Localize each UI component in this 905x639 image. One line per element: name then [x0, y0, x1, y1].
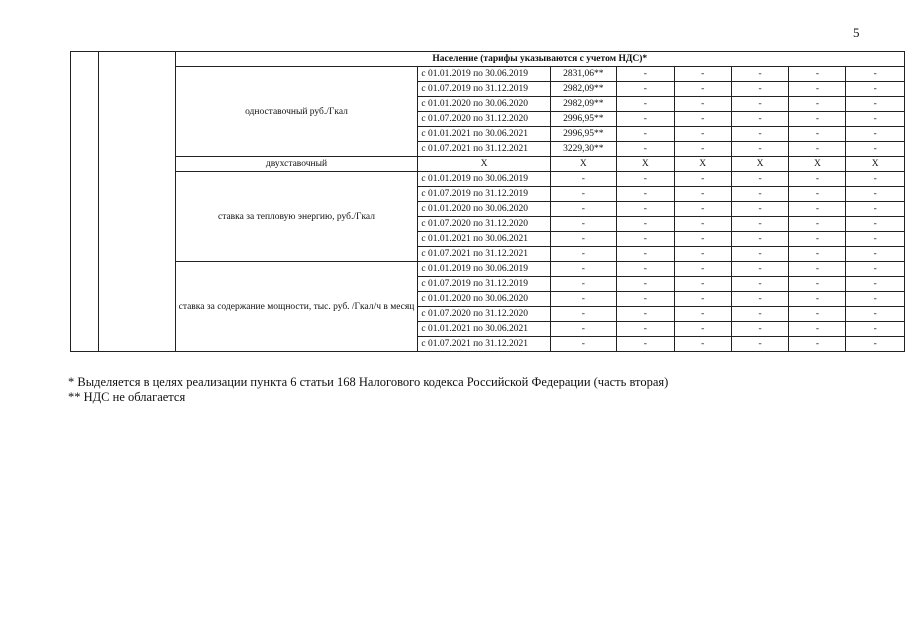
dash-cell: -: [731, 337, 789, 352]
dash-cell: -: [846, 97, 905, 112]
dash-cell: -: [731, 67, 789, 82]
dash-cell: -: [731, 247, 789, 262]
tariff-table-body: [71, 52, 905, 352]
x-cell: Х: [550, 157, 616, 172]
dash-cell: -: [789, 307, 846, 322]
dash-cell: -: [731, 127, 789, 142]
dash-cell: -: [617, 322, 675, 337]
dash-cell: -: [731, 307, 789, 322]
tariff-value-cell: -: [550, 232, 616, 247]
table-row: [71, 262, 905, 277]
dash-cell: -: [674, 307, 731, 322]
dash-cell: -: [789, 292, 846, 307]
dash-cell: -: [789, 127, 846, 142]
dash-cell: -: [617, 187, 675, 202]
dash-cell: -: [789, 112, 846, 127]
dash-cell: -: [846, 247, 905, 262]
dash-cell: -: [617, 337, 675, 352]
tariff-value-cell: -: [550, 322, 616, 337]
dash-cell: -: [846, 172, 905, 187]
dash-cell: -: [731, 82, 789, 97]
dash-cell: -: [674, 262, 731, 277]
tariff-value-cell: 2996,95**: [550, 127, 616, 142]
period-cell: с 01.01.2019 по 30.06.2019: [418, 67, 550, 82]
dash-cell: -: [617, 247, 675, 262]
dash-cell: -: [674, 112, 731, 127]
dash-cell: -: [731, 202, 789, 217]
tariff-value-cell: 2982,09**: [550, 82, 616, 97]
tariff-value-cell: -: [550, 187, 616, 202]
period-cell: с 01.07.2021 по 31.12.2021: [418, 142, 550, 157]
dash-cell: -: [731, 277, 789, 292]
dash-cell: -: [674, 142, 731, 157]
dash-cell: -: [674, 277, 731, 292]
dash-cell: -: [731, 142, 789, 157]
period-cell: с 01.07.2020 по 31.12.2020: [418, 217, 550, 232]
period-cell: с 01.01.2020 по 30.06.2020: [418, 202, 550, 217]
dash-cell: -: [846, 202, 905, 217]
dash-cell: -: [789, 142, 846, 157]
footnotes: [68, 375, 668, 405]
period-cell: с 01.01.2020 по 30.06.2020: [418, 292, 550, 307]
group-label: ставка за тепловую энергию, руб./Гкал: [175, 172, 418, 262]
two-rate-label: двухставочный: [175, 157, 418, 172]
dash-cell: -: [617, 82, 675, 97]
dash-cell: -: [617, 292, 675, 307]
dash-cell: -: [789, 172, 846, 187]
dash-cell: -: [674, 202, 731, 217]
dash-cell: -: [674, 67, 731, 82]
dash-cell: -: [674, 337, 731, 352]
dash-cell: -: [789, 247, 846, 262]
dash-cell: -: [617, 172, 675, 187]
tariff-value-cell: -: [550, 217, 616, 232]
period-cell: с 01.07.2021 по 31.12.2021: [418, 337, 550, 352]
dash-cell: -: [789, 232, 846, 247]
tariff-value-cell: -: [550, 277, 616, 292]
dash-cell: -: [674, 82, 731, 97]
table-row: [71, 172, 905, 187]
dash-cell: -: [789, 82, 846, 97]
dash-cell: -: [846, 82, 905, 97]
dash-cell: -: [731, 232, 789, 247]
period-cell: с 01.07.2019 по 31.12.2019: [418, 277, 550, 292]
period-cell: с 01.01.2021 по 30.06.2021: [418, 127, 550, 142]
period-cell: с 01.07.2020 по 31.12.2020: [418, 307, 550, 322]
dash-cell: -: [674, 292, 731, 307]
dash-cell: -: [731, 217, 789, 232]
tariff-value-cell: -: [550, 202, 616, 217]
period-cell: с 01.01.2020 по 30.06.2020: [418, 97, 550, 112]
dash-cell: -: [674, 232, 731, 247]
tariff-value-cell: -: [550, 172, 616, 187]
dash-cell: -: [846, 307, 905, 322]
two-rate-row: [71, 157, 905, 172]
dash-cell: -: [846, 277, 905, 292]
dash-cell: -: [617, 67, 675, 82]
dash-cell: -: [731, 262, 789, 277]
blank-cell-a: [71, 52, 99, 352]
dash-cell: -: [617, 142, 675, 157]
tariff-value-cell: -: [550, 292, 616, 307]
dash-cell: -: [846, 232, 905, 247]
dash-cell: -: [617, 217, 675, 232]
group-label: ставка за содержание мощности, тыс. руб. /Гкал/ч в месяц: [175, 262, 418, 352]
section-header-row: [71, 52, 905, 67]
period-cell: с 01.07.2021 по 31.12.2021: [418, 247, 550, 262]
dash-cell: -: [846, 322, 905, 337]
tariff-value-cell: -: [550, 262, 616, 277]
section-header: Население (тарифы указываются с учетом НДС)*: [175, 52, 904, 67]
group-label: одноставочный руб./Гкал: [175, 67, 418, 157]
table-row: [71, 67, 905, 82]
dash-cell: -: [617, 262, 675, 277]
dash-cell: -: [731, 112, 789, 127]
dash-cell: -: [674, 217, 731, 232]
dash-cell: -: [674, 172, 731, 187]
period-cell: с 01.07.2019 по 31.12.2019: [418, 82, 550, 97]
dash-cell: -: [617, 202, 675, 217]
dash-cell: -: [674, 127, 731, 142]
dash-cell: -: [731, 187, 789, 202]
x-cell: Х: [846, 157, 905, 172]
dash-cell: -: [674, 247, 731, 262]
footnote-2: ** НДС не облагается: [68, 390, 186, 404]
page-number: 5: [853, 25, 860, 40]
dash-cell: -: [731, 172, 789, 187]
dash-cell: -: [789, 202, 846, 217]
dash-cell: -: [846, 292, 905, 307]
period-cell: с 01.07.2020 по 31.12.2020: [418, 112, 550, 127]
period-cell: с 01.01.2021 по 30.06.2021: [418, 232, 550, 247]
dash-cell: -: [674, 187, 731, 202]
blank-cell-b: [98, 52, 175, 352]
dash-cell: -: [789, 67, 846, 82]
x-cell: Х: [674, 157, 731, 172]
dash-cell: -: [789, 322, 846, 337]
dash-cell: -: [674, 322, 731, 337]
dash-cell: -: [617, 112, 675, 127]
dash-cell: -: [846, 262, 905, 277]
dash-cell: -: [789, 217, 846, 232]
dash-cell: -: [617, 277, 675, 292]
dash-cell: -: [617, 232, 675, 247]
dash-cell: -: [789, 262, 846, 277]
tariff-value-cell: -: [550, 307, 616, 322]
period-cell: с 01.01.2021 по 30.06.2021: [418, 322, 550, 337]
x-cell: Х: [418, 157, 550, 172]
dash-cell: -: [789, 187, 846, 202]
dash-cell: -: [846, 187, 905, 202]
dash-cell: -: [731, 322, 789, 337]
dash-cell: -: [846, 337, 905, 352]
period-cell: с 01.01.2019 по 30.06.2019: [418, 172, 550, 187]
x-cell: Х: [731, 157, 789, 172]
dash-cell: -: [789, 277, 846, 292]
tariff-value-cell: 2996,95**: [550, 112, 616, 127]
x-cell: Х: [617, 157, 675, 172]
tariff-value-cell: -: [550, 337, 616, 352]
dash-cell: -: [846, 127, 905, 142]
footnote-1: * Выделяется в целях реализации пункта 6 статьи 168 Налогового кодекса Российской Федерации (часть вторая): [68, 375, 669, 389]
period-cell: с 01.07.2019 по 31.12.2019: [418, 187, 550, 202]
dash-cell: -: [617, 307, 675, 322]
dash-cell: -: [731, 292, 789, 307]
dash-cell: -: [617, 127, 675, 142]
x-cell: Х: [789, 157, 846, 172]
dash-cell: -: [789, 337, 846, 352]
dash-cell: -: [674, 97, 731, 112]
tariff-value-cell: 2982,09**: [550, 97, 616, 112]
dash-cell: -: [846, 142, 905, 157]
tariff-value-cell: 3229,30**: [550, 142, 616, 157]
dash-cell: -: [789, 97, 846, 112]
tariff-value-cell: -: [550, 247, 616, 262]
tariff-value-cell: 2831,06**: [550, 67, 616, 82]
period-cell: с 01.01.2019 по 30.06.2019: [418, 262, 550, 277]
dash-cell: -: [731, 97, 789, 112]
dash-cell: -: [846, 67, 905, 82]
dash-cell: -: [846, 217, 905, 232]
dash-cell: -: [846, 112, 905, 127]
tariff-table: [70, 51, 905, 352]
dash-cell: -: [617, 97, 675, 112]
